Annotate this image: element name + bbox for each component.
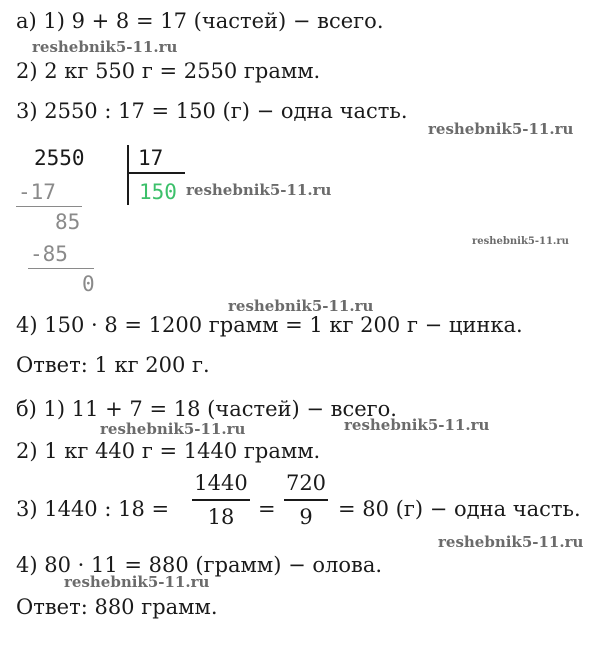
part-a-line-2: 2) 2 кг 550 г = 2550 грамм. <box>16 59 321 83</box>
division-step-1-line <box>16 206 82 207</box>
watermark: reshebnik5-11.ru <box>344 416 490 434</box>
division-dividend: 2550 <box>34 146 85 170</box>
watermark: reshebnik5-11.ru <box>186 181 332 199</box>
fraction-1-numerator: 1440 <box>194 471 248 495</box>
watermark: reshebnik5-11.ru <box>32 38 178 56</box>
fraction-1-denominator: 18 <box>207 505 235 529</box>
division-vertical-line <box>127 145 129 205</box>
division-step-1-subtrahend: -17 <box>18 180 56 204</box>
fraction-720-9 <box>284 470 328 530</box>
part-b-line-3-equals: = <box>258 497 276 521</box>
part-b-line-3-suffix: = 80 (г) − одна часть. <box>338 497 581 521</box>
part-a-answer: Ответ: 1 кг 200 г. <box>16 353 210 377</box>
division-step-1-remainder: 85 <box>55 210 81 234</box>
part-b-line-1: б) 1) 11 + 7 = 18 (частей) − всего. <box>16 397 397 421</box>
watermark: reshebnik5-11.ru <box>64 573 210 591</box>
fraction-2-bar <box>284 499 328 501</box>
part-a-line-1: а) 1) 9 + 8 = 17 (частей) − всего. <box>16 9 384 33</box>
division-remainder: 0 <box>82 272 95 296</box>
fraction-2-denominator: 9 <box>299 505 313 529</box>
part-b-line-3-prefix: 3) 1440 : 18 = <box>16 497 170 521</box>
fraction-1-bar <box>192 499 250 501</box>
watermark: reshebnik5-11.ru <box>472 236 569 247</box>
part-b-line-4: 4) 80 · 11 = 880 (грамм) − олова. <box>16 553 383 577</box>
part-a-line-3: 3) 2550 : 17 = 150 (г) − одна часть. <box>16 99 408 123</box>
watermark: reshebnik5-11.ru <box>228 297 374 315</box>
division-step-2-subtrahend: -85 <box>30 242 68 266</box>
part-b-line-2: 2) 1 кг 440 г = 1440 грамм. <box>16 439 321 463</box>
division-quotient: 150 <box>139 180 177 204</box>
watermark: reshebnik5-11.ru <box>428 120 574 138</box>
division-divisor-underline <box>129 172 185 174</box>
division-divisor: 17 <box>138 146 164 170</box>
part-a-line-4: 4) 150 · 8 = 1200 грамм = 1 кг 200 г − цинка. <box>16 313 523 337</box>
watermark: reshebnik5-11.ru <box>100 420 246 438</box>
fraction-2-numerator: 720 <box>285 471 327 495</box>
division-step-2-line <box>28 268 94 269</box>
fraction-1440-18 <box>192 470 250 530</box>
watermark: reshebnik5-11.ru <box>438 533 584 551</box>
part-b-answer: Ответ: 880 грамм. <box>16 595 218 619</box>
